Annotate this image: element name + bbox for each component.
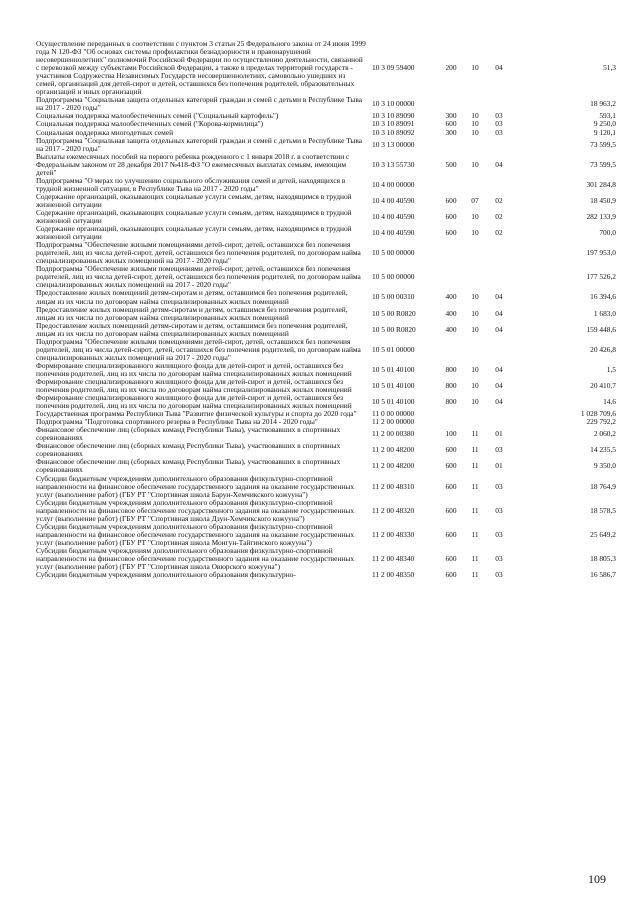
- table-row: [36, 338, 616, 362]
- table-row: [36, 426, 616, 442]
- row-name-cell: Подпрограмма "Подготовка спортивного резерва в Республике Тыва на 2014 - 2020 годы": [36, 417, 318, 427]
- section-cell: 10: [471, 212, 479, 221]
- subsection-cell: 01: [495, 429, 503, 439]
- subsection-cell: 04: [495, 324, 503, 334]
- section-cell: [463, 338, 487, 362]
- target-article-cell: 11 2 00 00000: [372, 417, 415, 427]
- expense-type-cell: 600: [445, 119, 457, 129]
- expense-type-cell: 500: [445, 159, 457, 169]
- budget-table-body: [36, 40, 616, 579]
- subsection-cell: 04: [495, 159, 503, 169]
- subsection-cell: 02: [495, 212, 503, 221]
- amount-cell: 18 764,9: [590, 481, 616, 491]
- target-article-cell: 10 3 13 00000: [372, 139, 415, 149]
- section-cell: 07: [471, 195, 479, 205]
- table-row: [36, 265, 616, 289]
- section-cell: [463, 177, 487, 193]
- row-name-cell: Подпрограмма "Социальная защита отдельных категорий граждан и семей с детьми в Республике Тыва на 2017 - 2020 годы": [36, 95, 363, 113]
- target-article-cell: 10 3 13 55730: [372, 159, 415, 169]
- target-article-cell: 10 5 00 00310: [372, 292, 415, 302]
- amount-cell: 20 426,8: [590, 344, 616, 354]
- table-row: [36, 96, 616, 112]
- row-name-cell: Подпрограмма "Социальная защита отдельных категорий граждан и семей с детьми в Республике Тыва на 2017 - 2020 годы": [36, 135, 363, 153]
- expense-type-cell: [439, 418, 463, 426]
- expense-type-cell: [439, 338, 463, 362]
- target-article-cell: 11 2 00 48200: [372, 461, 415, 471]
- budget-table: [36, 40, 616, 579]
- table-row: [36, 523, 616, 547]
- amount-cell: 593,1: [599, 111, 616, 121]
- subsection-cell: [487, 177, 511, 193]
- expense-type-cell: 800: [445, 380, 457, 390]
- target-article-cell: 10 5 01 40100: [372, 397, 415, 407]
- row-name-cell: Финансовое обеспечение лиц (сборных команд Республики Тыва), участвовавших в спортивных соревнованиях: [36, 441, 341, 459]
- page-number: 109: [588, 872, 606, 886]
- row-name-cell: Субсидии бюджетным учреждениям дополнительного образования физкультурно-спортивной направленности на финансовое обеспечение государственного задания на оказание государственных услуг (выполнение работ) (ГБУ РТ "Спортивная школа Овюрского кожууна"): [36, 545, 355, 572]
- section-cell: 11: [471, 505, 479, 515]
- expense-type-cell: [439, 410, 463, 418]
- expense-type-cell: 600: [445, 529, 457, 539]
- target-article-cell: 11 2 00 48200: [372, 445, 415, 455]
- row-name-cell: Подпрограмма "О мерах по улучшению социального обслуживания семей и детей, находящихся в трудной жизненной ситуации, в Республике Тыва на 2017 - 2020 годы": [36, 175, 346, 193]
- amount-cell: 20 410,7: [590, 380, 616, 390]
- section-cell: 11: [471, 529, 479, 539]
- subsection-cell: 02: [495, 195, 503, 205]
- target-article-cell: 10 3 10 89090: [372, 111, 415, 121]
- expense-type-cell: 400: [445, 308, 457, 318]
- expense-type-cell: [439, 177, 463, 193]
- table-row: [36, 378, 616, 394]
- amount-cell: 1 028 709,6: [580, 409, 616, 419]
- subsection-cell: 04: [495, 63, 503, 73]
- subsection-cell: 04: [495, 397, 503, 407]
- table-row: [36, 306, 616, 322]
- target-article-cell: 10 4 00 40590: [372, 228, 415, 238]
- row-name-cell: Социальная поддержка малообеспеченных семей ("Социальный картофель"): [36, 111, 279, 121]
- section-cell: [463, 410, 487, 418]
- expense-type-cell: 600: [445, 195, 457, 205]
- target-article-cell: 10 4 00 40590: [372, 195, 415, 205]
- target-article-cell: 10 5 00 R0820: [372, 324, 416, 334]
- row-name-cell: Предоставление жилых помещений детям-сиротам и детям, оставшимся без попечения родителей, лицам из их числа по договорам найма специализированных жилых помещений: [36, 320, 348, 338]
- table-row: [36, 499, 616, 523]
- amount-cell: 73 599,5: [590, 139, 616, 149]
- row-name-cell: Подпрограмма "Обеспечение жилыми помещениями детей-сирот, детей, оставшихся без попечения родителей, лиц из числа детей-сирот, детей, оставшихся без попечения родителей, по договорам найма специализированных жилых помещений на 2017 - 2020 годы": [36, 264, 361, 290]
- section-cell: 10: [471, 159, 479, 169]
- expense-type-cell: [439, 137, 463, 153]
- amount-cell: 2 060,2: [593, 429, 616, 439]
- amount-cell: 18 805,3: [590, 554, 616, 563]
- row-name-cell: Подпрограмма "Обеспечение жилыми помещениями детей-сирот, детей, оставшихся без попечения родителей, лиц из числа детей-сирот, детей, оставшихся без попечения родителей, по договорам найма специализированных жилых помещений на 2017 - 2020 годы": [36, 336, 361, 362]
- section-cell: 11: [471, 445, 479, 455]
- section-cell: 10: [471, 292, 479, 302]
- expense-type-cell: 100: [445, 429, 457, 439]
- amount-cell: 14,6: [603, 397, 616, 407]
- subsection-cell: 03: [495, 505, 503, 515]
- target-article-cell: 10 5 01 00000: [372, 344, 415, 354]
- subsection-cell: 03: [495, 445, 503, 455]
- table-row: [36, 137, 616, 153]
- row-name-cell: Субсидии бюджетным учреждениям дополнительного образования физкультурно-: [36, 570, 296, 580]
- amount-cell: 197 953,0: [586, 248, 616, 258]
- amount-cell: 229 792,2: [586, 417, 616, 427]
- row-name-cell: Содержание организаций, оказывающих социальные услуги семьям, детям, находящимся в трудной жизненной ситуации: [36, 224, 352, 242]
- subsection-cell: [487, 96, 511, 112]
- amount-cell: 9 120,1: [593, 127, 616, 137]
- table-row: [36, 209, 616, 225]
- section-cell: 10: [471, 228, 479, 238]
- section-cell: 11: [471, 481, 479, 491]
- expense-type-cell: 600: [445, 570, 457, 580]
- row-name-cell: Формирование специализированного жилищного фонда для детей-сирот и детей, оставшихся без попечения родителей, лиц из их числа по договорам найма специализированных жилых помещений: [36, 376, 352, 395]
- expense-type-cell: [439, 265, 463, 289]
- table-row: [36, 475, 616, 499]
- table-row: [36, 458, 616, 474]
- section-cell: 10: [471, 119, 479, 129]
- table-row: [36, 40, 616, 96]
- row-name-cell: Содержание организаций, оказывающих социальные услуги семьям, детям, находящимся в трудной жизненной ситуации: [36, 191, 352, 209]
- subsection-cell: 01: [495, 461, 503, 471]
- row-name-cell: Социальная поддержка малообеспеченных семей ("Корова-кормилица"): [36, 119, 264, 129]
- row-name-cell: Финансовое обеспечение лиц (сборных команд Республики Тыва), участвовавших в спортивных соревнованиях: [36, 425, 341, 443]
- table-row: [36, 442, 616, 458]
- target-article-cell: 10 5 00 00000: [372, 248, 415, 258]
- expense-type-cell: 600: [445, 228, 457, 238]
- amount-cell: 700,0: [599, 228, 616, 238]
- subsection-cell: 03: [495, 554, 503, 563]
- row-name-cell: Формирование специализированного жилищного фонда для детей-сирот и детей, оставшихся без попечения родителей, лиц из их числа по договорам найма специализированных жилых помещений: [36, 360, 352, 378]
- subsection-cell: [487, 338, 511, 362]
- section-cell: [463, 418, 487, 426]
- subsection-cell: 04: [495, 308, 503, 318]
- section-cell: [463, 241, 487, 265]
- expense-type-cell: [439, 241, 463, 265]
- subsection-cell: 03: [495, 127, 503, 137]
- expense-type-cell: 600: [445, 212, 457, 221]
- amount-cell: 1,5: [606, 364, 616, 374]
- subsection-cell: 03: [495, 119, 503, 129]
- section-cell: 11: [471, 429, 479, 439]
- target-article-cell: 10 3 10 89092: [372, 127, 415, 137]
- subsection-cell: 03: [495, 529, 503, 539]
- section-cell: [463, 137, 487, 153]
- subsection-cell: 04: [495, 364, 503, 374]
- row-name-cell: Содержание организаций, оказывающих социальные услуги семьям, детям, находящимся в трудной жизненной ситуации: [36, 207, 352, 226]
- document-page: [36, 40, 616, 579]
- row-name-cell: Социальная поддержка многодетных семей: [36, 127, 174, 137]
- subsection-cell: [487, 418, 511, 426]
- subsection-cell: [487, 265, 511, 289]
- target-article-cell: 11 2 00 48330: [372, 529, 415, 539]
- amount-cell: 18 963,2: [590, 99, 616, 109]
- target-article-cell: 10 5 00 00000: [372, 272, 415, 282]
- expense-type-cell: 400: [445, 324, 457, 334]
- amount-cell: 14 235,5: [590, 445, 616, 455]
- amount-cell: 1 683,0: [593, 308, 616, 318]
- expense-type-cell: 600: [445, 505, 457, 515]
- target-article-cell: 11 2 00 48340: [372, 554, 415, 563]
- target-article-cell: 11 2 00 48350: [372, 570, 415, 580]
- section-cell: [463, 96, 487, 112]
- expense-type-cell: 300: [445, 127, 457, 137]
- expense-type-cell: 800: [445, 397, 457, 407]
- table-row: [36, 571, 616, 579]
- expense-type-cell: 600: [445, 461, 457, 471]
- table-row: [36, 289, 616, 305]
- section-cell: 11: [471, 554, 479, 563]
- section-cell: 10: [471, 324, 479, 334]
- amount-cell: 282 133,9: [586, 212, 616, 221]
- table-row: [36, 225, 616, 241]
- row-name-cell: Субсидии бюджетным учреждениям дополнительного образования физкультурно-спортивной направленности на финансовое обеспечение государственного задания на оказание государственных услуг (выполнение работ) (ГБУ РТ "Спортивная школа Дзун-Хемчикского кожууна"): [36, 497, 355, 523]
- target-article-cell: 10 5 00 R0820: [372, 308, 416, 318]
- subsection-cell: 03: [495, 111, 503, 121]
- table-row: [36, 193, 616, 209]
- target-article-cell: 10 4 00 40590: [372, 212, 415, 221]
- subsection-cell: 04: [495, 292, 503, 302]
- section-cell: 10: [471, 63, 479, 73]
- expense-type-cell: 200: [445, 63, 457, 73]
- subsection-cell: [487, 137, 511, 153]
- target-article-cell: 10 4 00 00000: [372, 179, 415, 189]
- row-name-cell: Предоставление жилых помещений детям-сиротам и детям, оставшимся без попечения родителей, лицам из их числа по договорам найма специализированных жилых помещений: [36, 304, 348, 322]
- row-name-cell: Осуществление переданных в соответствии с пунктом 3 статьи 25 Федерального закона от 24 июня 1999 года N 120-ФЗ "Об основах системы профилактики безнадзорности и правонарушений несовершеннолетних" полномочий Российской Федерации по осуществлению деятельности, связанной с перевозкой между субъектами Российской Федерации, а также в пределах территорий государств - участников Содружества Независимых Государств несовершеннолетних, самовольно ушедших из семей, организаций для детей-сирот и детей, оставшихся без попечения родителей, образовательных организаций и иных организаций: [36, 39, 366, 97]
- section-cell: 10: [471, 308, 479, 318]
- amount-cell: 16 586,7: [590, 570, 616, 580]
- expense-type-cell: [439, 96, 463, 112]
- amount-cell: 301 284,8: [586, 179, 616, 189]
- table-row: [36, 153, 616, 177]
- expense-type-cell: 600: [445, 481, 457, 491]
- amount-cell: 18 450,9: [590, 195, 616, 205]
- table-row: [36, 241, 616, 265]
- expense-type-cell: 800: [445, 364, 457, 374]
- subsection-cell: 04: [495, 380, 503, 390]
- target-article-cell: 10 3 09 59400: [372, 63, 415, 73]
- target-article-cell: 10 5 01 40100: [372, 380, 415, 390]
- row-name-cell: Предоставление жилых помещений детям-сиротам и детям, оставшимся без попечения родителей, лицам из их числа по договорам найма специализированных жилых помещений: [36, 288, 348, 306]
- section-cell: 10: [471, 111, 479, 121]
- subsection-cell: 03: [495, 481, 503, 491]
- amount-cell: 9 350,0: [593, 461, 616, 471]
- row-name-cell: Государственная программа Республики Тыва "Развитие физической культуры и спорта до 2020 года": [36, 409, 357, 419]
- amount-cell: 25 649,2: [590, 529, 616, 539]
- expense-type-cell: 300: [445, 111, 457, 121]
- table-row: [36, 362, 616, 378]
- expense-type-cell: 600: [445, 554, 457, 563]
- section-cell: 11: [471, 570, 479, 580]
- table-row: [36, 177, 616, 193]
- target-article-cell: 11 2 00 48310: [372, 481, 415, 491]
- amount-cell: 18 578,5: [590, 505, 616, 515]
- section-cell: [463, 265, 487, 289]
- target-article-cell: 11 2 00 48320: [372, 505, 415, 515]
- expense-type-cell: 600: [445, 445, 457, 455]
- subsection-cell: 03: [495, 570, 503, 580]
- subsection-cell: [487, 241, 511, 265]
- section-cell: 10: [471, 397, 479, 407]
- row-name-cell: Подпрограмма "Обеспечение жилыми помещениями детей-сирот, детей, оставшихся без попечения родителей, лиц из числа детей-сирот, детей, оставшихся без попечения родителей, по договорам найма специализированных жилых помещений на 2017 - 2020 годы": [36, 240, 361, 266]
- row-name-cell: Формирование специализированного жилищного фонда для детей-сирот и детей, оставшихся без попечения родителей, лиц из их числа по договорам найма специализированных жилых помещений: [36, 393, 352, 411]
- section-cell: 10: [471, 380, 479, 390]
- table-row: [36, 394, 616, 410]
- row-name-cell: Финансовое обеспечение лиц (сборных команд Республики Тыва), участвовавших в спортивных соревнованиях: [36, 457, 341, 475]
- expense-type-cell: 400: [445, 292, 457, 302]
- amount-cell: 9 250,0: [593, 119, 616, 129]
- target-article-cell: 11 2 00 00380: [372, 429, 415, 439]
- amount-cell: 73 599,5: [590, 159, 616, 169]
- target-article-cell: 10 5 01 40100: [372, 364, 415, 374]
- row-name-cell: Выплаты ежемесячных пособий на первого ребенка рожденного с 1 января 2018 г. в соответствии с Федеральным законом от 28 декабря 2017 №418-ФЗ "О ежемесячных выплатах семьям, имеющим детей": [36, 151, 350, 177]
- amount-cell: 159 448,6: [586, 324, 616, 334]
- target-article-cell: 10 3 10 00000: [372, 99, 415, 109]
- target-article-cell: 10 3 10 89091: [372, 119, 415, 129]
- amount-cell: 16 394,6: [590, 292, 616, 302]
- subsection-cell: [487, 410, 511, 418]
- amount-cell: 51,3: [603, 63, 616, 73]
- amount-cell: 177 526,2: [586, 272, 616, 282]
- section-cell: 11: [471, 461, 479, 471]
- section-cell: 10: [471, 364, 479, 374]
- table-row: [36, 322, 616, 338]
- table-row: [36, 547, 616, 571]
- section-cell: 10: [471, 127, 479, 137]
- row-name-cell: Субсидии бюджетным учреждениям дополнительного образования физкультурно-спортивной направленности на финансовое обеспечение государственного задания на оказание государственных услуг (выполнение работ) (ГБУ РТ "Спортивная школа Барун-Хемчикского кожууна"): [36, 473, 355, 499]
- target-article-cell: 11 0 00 00000: [372, 409, 415, 419]
- row-name-cell: Субсидии бюджетным учреждениям дополнительного образования физкультурно-спортивной направленности на финансовое обеспечение государственного задания на оказание государственных услуг (выполнение работ) (ГБУ РТ "Спортивная школа Монгун-Тайгинского кожууна"): [36, 521, 355, 547]
- subsection-cell: 02: [495, 228, 503, 238]
